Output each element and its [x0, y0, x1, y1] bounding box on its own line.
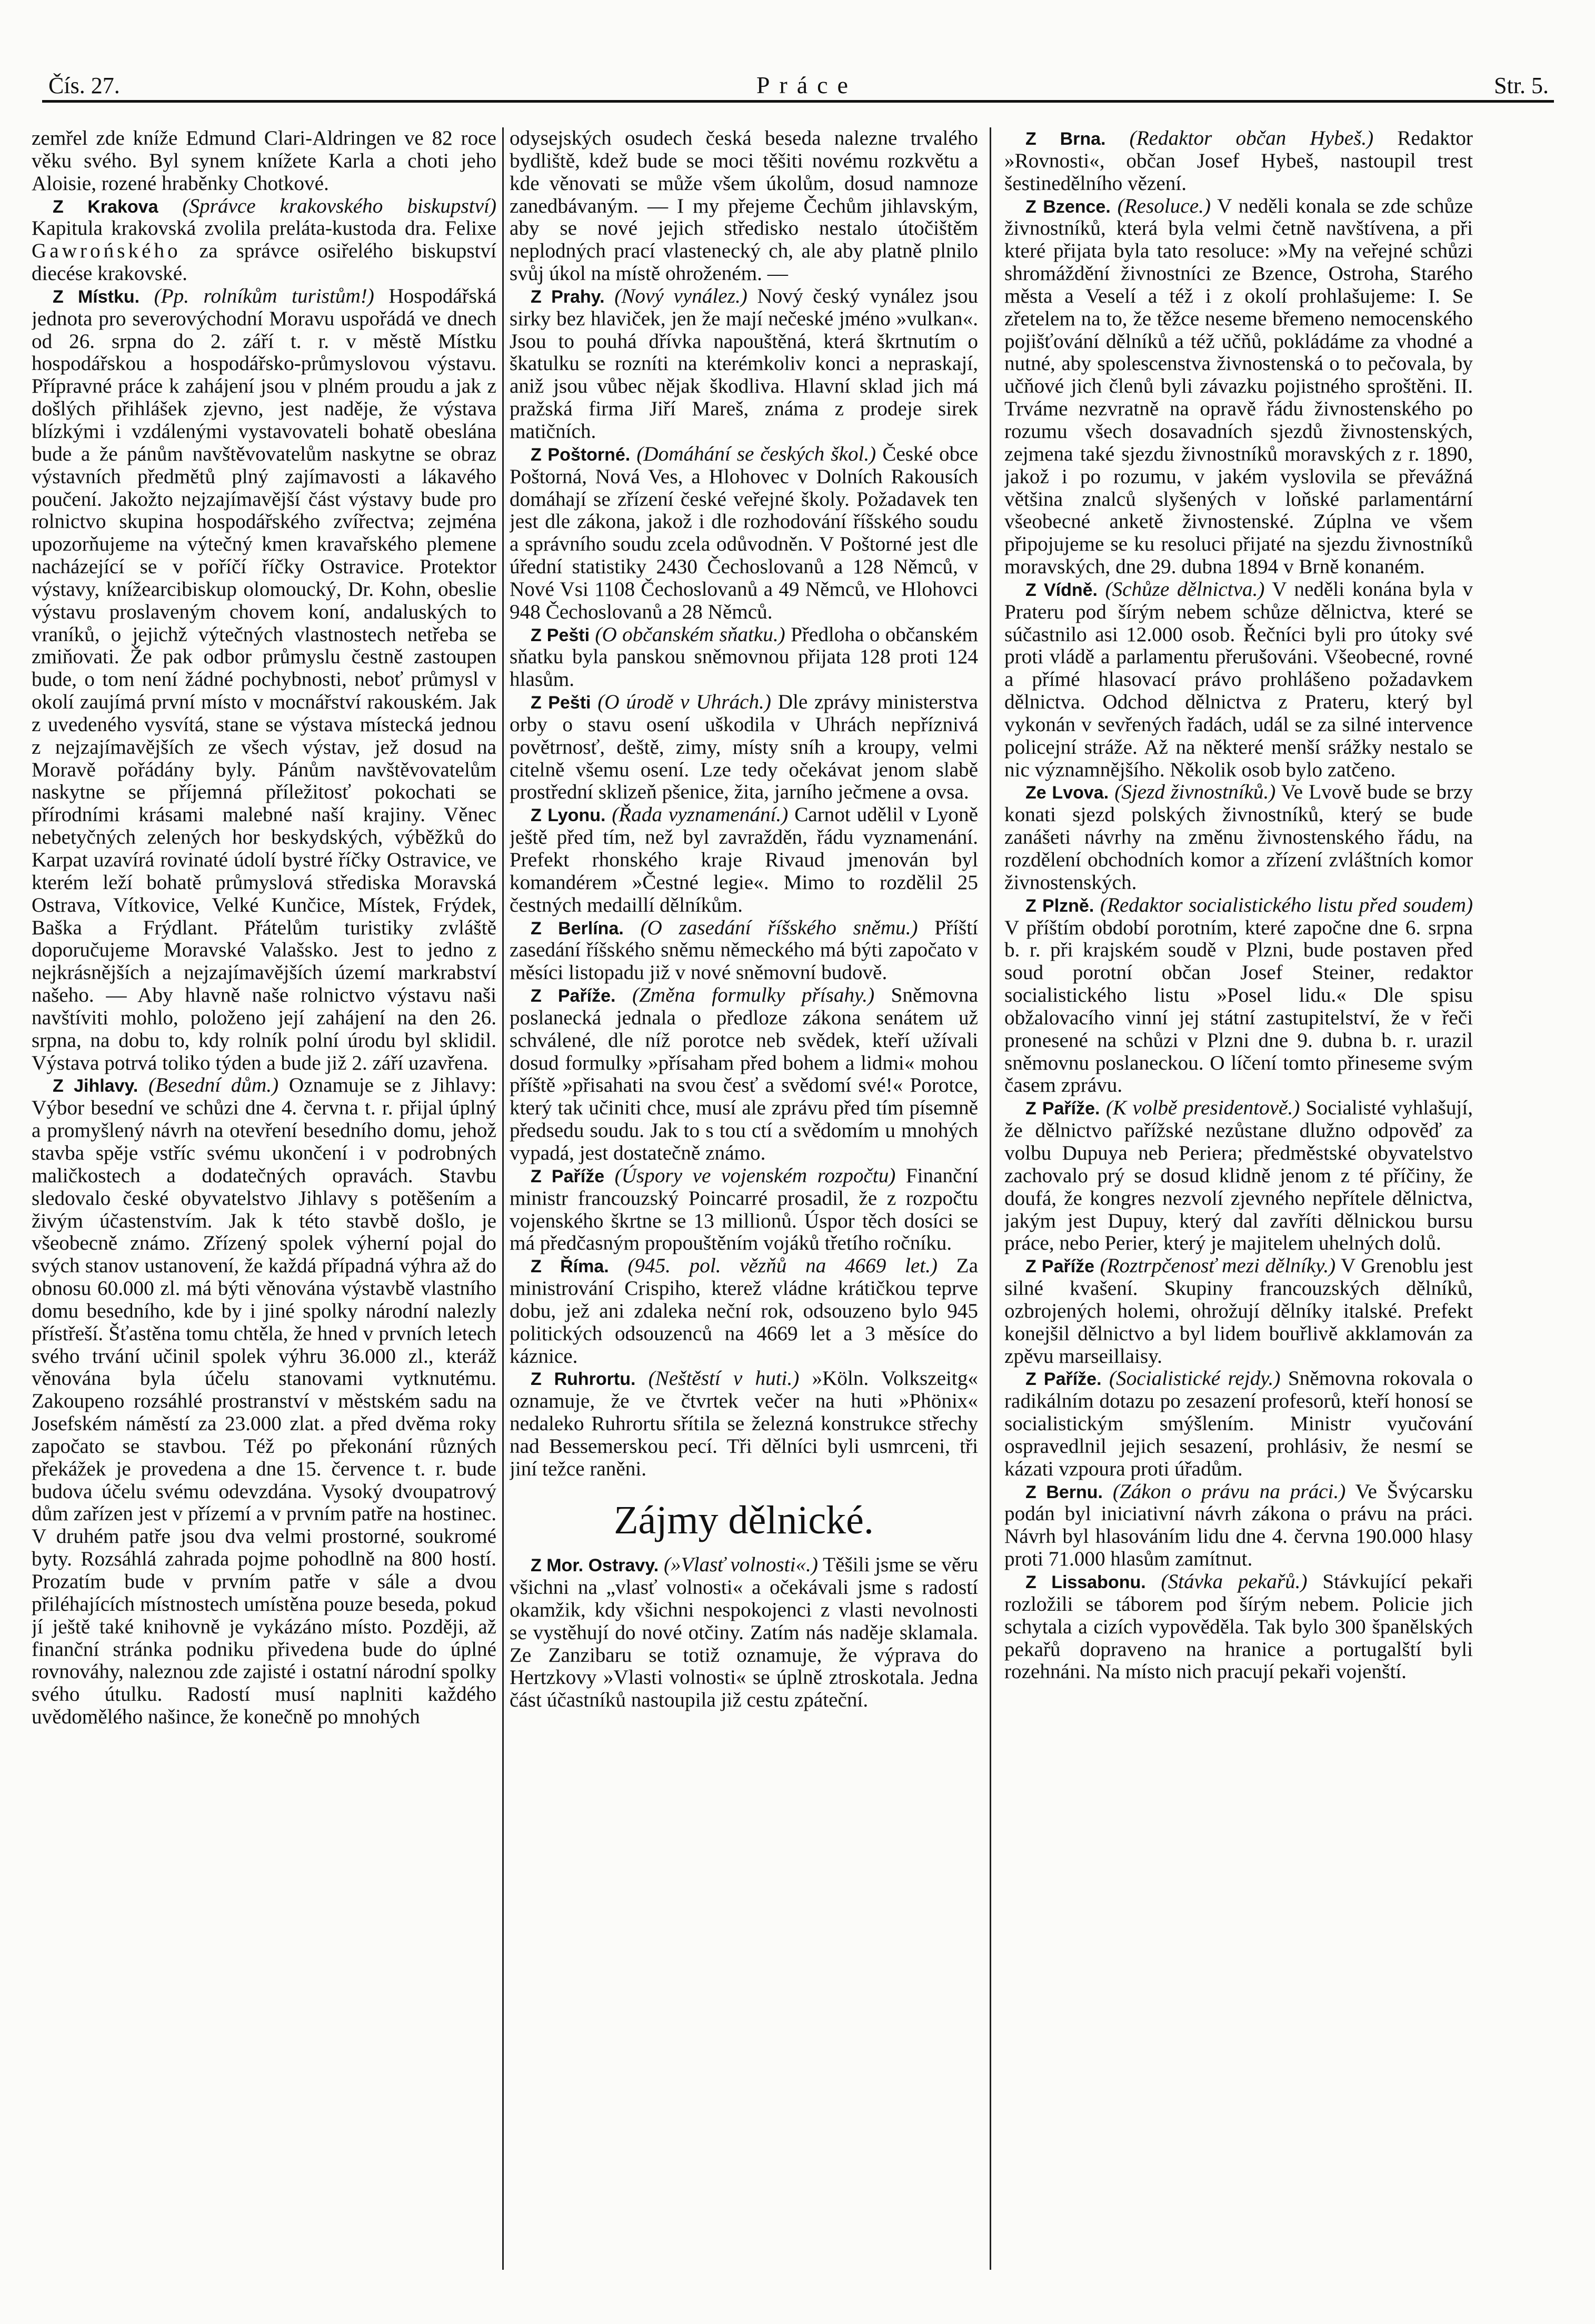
newspaper-title: Práce — [756, 72, 858, 98]
article-subtitle: (»Vlasť volnosti«.) — [663, 1553, 818, 1577]
article-text: Sněmovna rokovala o radikálním dotazu po zesazení profesorů, kteří honosí se socialistickým smýšlením. Ministr vyučování ospravedlnil jejich sesazení, prohlásiv, že nesmí se kázati vzpoura proti úřadům. — [1004, 1367, 1473, 1480]
article-subtitle: (K volbě presidentově.) — [1105, 1096, 1300, 1120]
article-heading: Z Bzence. — [1025, 196, 1111, 217]
article-text: Oznamuje se z Jihlavy: Výbor besední ve schůzi dne 4. června t. r. přijal úplný a promyšlený návrh na otevření besedního domu, jehož stavba spěje vstříc svému ukončení i v podrobných maličkostech a dodatečných opravách. Stavbu sledovalo české obyvatelstvo Jihlavy s potěšením a živým účastenstvím. Jak k této stavbě došlo, je všeobecně známo. Zřízený spolek výherní pojal do svých stanov ustanovení, že každá případná výhra až do obnosu 60.000 zl. má býti věnována výstavbě vlastního domu besedního, kde by i jiné spolky národní nalezly přístřeší. Šťastěna tomu chtěla, že hned v prvních letech svého trvání učinil spolek výhru 36.000 zl., kteráž věnována byla účelu stanovami vytknutému. Zakoupeno rozsáhlé prostranství v městském sadu na Josefském náměstí za 23.000 zlat. a před dvěma roky započato se stavbou. Též po překonání různých překážek je provedena a dne 15. července t. r. bude budova účelu svému odevzdána. Vysoký dvoupatrový dům zařízen jest v přízemí a v prvním patře na hostinec. V druhém patře jsou dva velmi prostorné, soukromé byty. Rozsáhlá zahrada pojme pohodlně na 800 hostí. Prozatím bude v prvním patře v sále a dvou přiléhajících místnostech umístěna pouze beseda, pokud jí ještě také knihovně je vykázáno místo. Později, až finanční stránka podniku přivedena bude do úplné rovnováhy, naleznou zde zajisté i ostatní národní spolky svého útulku. Radostí musí naplniti každého uvědomělého našince, že konečně po mnohých — [32, 1074, 496, 1729]
article-heading: Z Pešti — [531, 625, 590, 645]
article-text: Stávkující pekaři rozložili se táborem pod šírým nebem. Policie jich schytala a cizích vypověděla. Tak bylo 300 španělských pekařů dopraveno na hranice a portugalští byli rozehnáni. Na místo nich pracují pekaři vojenští. — [1004, 1570, 1473, 1683]
header-rule — [42, 100, 1554, 103]
article-text: za správce osiřelého biskupství diecése krakovské. — [32, 240, 496, 285]
article-subtitle: (Redaktor socialistického listu před soudem) — [1100, 893, 1473, 916]
column-divider-2 — [990, 127, 991, 2270]
article-heading: Z Prahy. — [531, 286, 605, 307]
spaced-name: Gawrońského — [32, 240, 181, 263]
article-heading: Z Berlína. — [531, 918, 624, 939]
article-text: Příští zasedání říšského sněmu německého má býti započato v měsíci listopadu již v nové sněmovní budově. — [510, 916, 978, 984]
article-text: Ve Švýcarsku podán byl iniciativní návrh zákona o právu na práci. Návrh byl hlasováním lidu dne 4. června 190.000 hlasy proti 71.000 hlasům zamítnut. — [1004, 1480, 1473, 1571]
column-divider-1 — [502, 127, 504, 2270]
article-heading: Z Bernu. — [1025, 1482, 1103, 1502]
article-subtitle: (O zasedání říšského sněmu.) — [640, 916, 918, 939]
article-text: Finanční ministr francouzský Poincarré prosadil, že z rozpočtu vojenského škrtne se 13 millionů. Úspor těch dosíci se má předčasným propouštěním vojáků třetího ročníku. — [510, 1164, 978, 1255]
article-subtitle: (945. pol. vězňů na 4669 let.) — [627, 1254, 938, 1278]
article-pariz-3 — [1004, 1097, 1473, 1255]
article-heading: Z Paříže — [1025, 1256, 1095, 1277]
article-text: Dle zprávy ministerstva orby o stavu osení uškodila v Uhrách nepříznivá povětrnosť, deště, zimy, místy sníh a kroupy, velmi citelně všemu osení. Lze tedy očekávat jenom slabě prostřední sklizeň pšenice, žita, jarního ječmene a ovsa. — [510, 691, 978, 804]
article-pariz-5 — [1004, 1368, 1473, 1480]
article-heading: Z Lissabonu. — [1025, 1572, 1146, 1592]
section-heading: Zájmy dělnické. — [614, 1498, 874, 1542]
article-heading: Z Říma. — [531, 1256, 609, 1277]
article-subtitle: (Neštěstí v huti.) — [648, 1367, 800, 1390]
article-heading: Z Lyonu. — [531, 805, 606, 826]
article-brno — [1004, 127, 1473, 195]
article-text: V neděli konána byla v Prateru pod šírým nebem schůze dělnictva, které se súčastnilo asi 12.000 osob. Řečníci byli pro útoky své proti vládě a parlamentu přerušováni. Všeobecné, rovné a přímé hlasovací právo prohlášeno požadavkem dělnictva. Odchod dělnictva z Prateru, který byl vykonán v sevřených řadách, udál se za silné intervence policejní stráže. Až na některé menší srážky nestalo se nic významnějšího. Několik osob bylo zatčeno. — [1004, 577, 1473, 781]
article-bzenec — [1004, 195, 1473, 578]
article-subtitle: (Besední dům.) — [148, 1074, 279, 1097]
article-pariz-2 — [510, 1165, 978, 1255]
article-subtitle: (Úspory ve vojenském rozpočtu) — [614, 1164, 896, 1187]
article-subtitle: (Sjezd živnostníků.) — [1114, 781, 1276, 804]
article-text: Těšili jsme se věru všichni na „vlasť volnosti« a očekávali jsme s radostí okamžik, kdy všichni nespokojenci z vlasti nevolnosti se vystěhují do nové otčiny. Zatím nás naděje sklamala. Ze Zanzibaru se totiž oznamuje, že výprava do Hertzkovy »Vlasti volnosti« se úplně ztroskotala. Jedna část účastníků nastoupila již cestu zpáteční. — [510, 1553, 978, 1712]
article-subtitle: (Pp. rolníkům turistům!) — [154, 284, 374, 307]
article-heading: Z Ruhrortu. — [531, 1369, 636, 1390]
article-subtitle: (Resoluce.) — [1117, 194, 1211, 217]
article-rim — [510, 1255, 978, 1368]
article-continuation: zemřel zde kníže Edmund Clari-Aldringen ve 82 roce věku svého. Byl synem knížete Karla a choti jeho Aloisie, rozené hraběnky Chotkové. — [32, 127, 496, 195]
article-text: V Grenoblu jest silné kvašení. Skupiny francouzských dělníků, ozbrojených holemi, ohrožují dělníky italské. Prefekt konejšil dělnictvo a byl lidem bouřlivě akklamován za zpěvu marseillaisy. — [1004, 1254, 1473, 1368]
article-text: Předloha o občanském sňatku byla panskou sněmovnou přijata 128 proti 124 hlasům. — [510, 623, 978, 691]
article-text: V příštím období porotním, které započne dne 6. srpna b. r. při krajském soudě v Plzni, bude postaven před soud porotní občan Josef Steiner, redaktor socialistického listu »Posel lidu.« Dle spisu obžalovacího vinní jej státní zastupitelství, že v řeči pronesené na schůzi v Plzni dne 9. dubna b. r. urazil sněmovnu poslaneckou. O líčení tomto přineseme svým časem zprávu. — [1004, 916, 1473, 1097]
article-text: Hospodářská jednota pro severovýchodní Moravu uspořádá ve dnech od 26. srpna do 2. září t. r. v městě Místku hospodářskou a hospodářsko-průmyslovou výstavu. Přípravné práce k zahájení jsou v plném proudu a jak z došlých přihlášek zjevno, jest naděje, že výstava blízkými i vzdálenými vystavovateli bohatě obeslána bude a že pánům navštěvovatelům naskytne se obraz výstavních předmětů plný zajímavosti a lákavého poučení. Jakožto nejzajímavější část výstavy bude pro rolnictvo skupina hospodářského zvířectva; zejména upozorňujeme na výtečný kmen kravařského plemene nacházející se v poříčí říčky Ostravice. Protektor výstavy, knížearcibiskup olomoucký, Dr. Kohn, obeslie výstavu proslaveným chovem koní, andaluských to vraníků, o jejichž výtečných vlastnostech netřeba se zmiňovati. Že pak odbor průmyslu čestně zastoupen bude, o tom není žádné pochybnosti, neboť průmysl v okolí zaujímá první místo v mocnářství rakouském. Jak z uvedeného vysvítá, stane se výstava místecká jednou z nejzajímavějších ze všech výstav, jež dosud na Moravě pořádány byly. Pánům navštěvovatelům naskytne se příjemná příležitosť pokochati se přírodními krásami malebné naší krajiny. Věnec nebetyčných zelených hor beskydských, výběžků do Karpat uzavírá rovinaté údolí bystré říčky Ostravice, ve kterém leží bohatě průmyslová střediska Moravská Ostrava, Vítkovice, Velké Kunčice, Místek, Frýdek, Baška a Frýdlant. Přátelům turistiky zvláště doporučujeme Moravské Valašsko. Jest to jedno z nejkrásnějších a nejzajímavějších území markrabství našeho. — Aby hlavně naše rolnictvo výstavu naši navštíviti mohlo, položeno její zahájení na den 26. srpna, na dobu to, kdy rolník polní úrodu byl sklidil. Výstava potrvá toliko týden a bude již 2. září uzavřena. — [32, 284, 496, 1074]
article-berlin — [510, 917, 978, 985]
article-subtitle: (Změna formulky přísahy.) — [632, 984, 875, 1007]
article-heading: Z Paříže. — [1025, 1369, 1102, 1390]
article-text: V neděli konala se zde schůze živnostníků, která byla velmi četně navštívena, a při které přijata byla tato resoluce: »My na veřejné schůzi shromáždění živnostníci ze Bzence, Ostroha, Starého města a Veselí a též i z okolí prohlašujeme: I. Se zřetelem na to, že těžce neseme břemeno nemocenského pojišťování dělníků a též učňů, pokládáme za vhodné a nutné, aby spolescenstva živnostenská o to pečovala, by učňové jich členů byli závazku pojistného sproštěni. II. Trváme nezvratně na opravě řádu živnostenského po rozumu všech dosavadních sjezdů živnostenských, zejmena také sjezdu živnostníků moravských z r. 1890, jakož i po rozumu, v jakém vyslovila se převážná většina znalců slyšených v loňské parlamentární všeobecné anketě živnostenské. Zúplna ve všem připojujeme se ku resoluci přijaté na sjezdu živnostníků moravských, dne 29. dubna 1894 v Brně konaném. — [1004, 194, 1473, 578]
article-heading: Z Brna. — [1025, 129, 1106, 149]
article-heading: Z Mor. Ostravy. — [531, 1555, 659, 1576]
article-ruhrort — [510, 1368, 978, 1480]
article-viden — [1004, 578, 1473, 782]
article-text: Kapitula krakovská zvolila preláta-kustoda dra. Felixe — [32, 217, 496, 240]
article-mistek — [32, 285, 496, 1075]
article-krakov — [32, 195, 496, 285]
article-postorna — [510, 443, 978, 624]
article-text: Ve Lvově bude se brzy konati sjezd polských živnostníků, který se bude zanášeti návrhy na změnu živnostenského řádu, na rozdělení obchodních komor a zřízení zvláštních komor živnostenských. — [1004, 781, 1473, 894]
article-continuation: odysejských osudech česká beseda nalezne trvalého bydliště, kdež bude se moci těšiti novému rozkvětu a kde věnovati se může všem úkolům, dosud namnoze zanedbávaným. — I my přejeme Čechům jihlavským, aby se nové jejich středisko nestalo útočištěm neplodných prací vlastenecký ch, ale aby platně plnilo svůj úkol na místě ohroženém. — — [510, 127, 978, 285]
article-text: Redaktor »Rovnosti«, občan Josef Hybeš, nastoupil trest šestinedělního vězení. — [1004, 127, 1473, 195]
article-jihlava — [32, 1074, 496, 1728]
page-header — [48, 67, 1549, 99]
article-subtitle: (Schůze dělnictva.) — [1105, 577, 1265, 601]
column-2 — [510, 127, 978, 2291]
article-heading: Z Paříže. — [531, 986, 616, 1006]
article-heading: Z Paříže. — [1025, 1099, 1100, 1119]
article-subtitle: (Nový vynález.) — [614, 284, 747, 307]
article-heading: Z Místku. — [53, 286, 140, 307]
article-heading: Z Jihlavy. — [53, 1076, 138, 1096]
article-plzen — [1004, 894, 1473, 1098]
article-heading: Z Paříže — [531, 1166, 605, 1186]
article-text: Nový český vynález jsou sirky bez hlaviček, jen že mají nečeské jméno »vulkan«. Jsou to pouhá dřívka napouštěná, která škrtnutím o škatulku se rozníti na kterémkoliv konci a nepraskají, aniž jsou vůbec nějak škodliva. Hlavní sklad jich má pražská firma Jiří Mareš, známa z prodeje sirek matičních. — [510, 284, 978, 443]
article-subtitle: (Domáhání se českých škol.) — [636, 442, 876, 465]
article-pariz-4 — [1004, 1255, 1473, 1368]
article-heading: Ze Lvova. — [1025, 783, 1109, 803]
page-number: Str. 5. — [1494, 73, 1549, 98]
article-heading: Z Krakova — [53, 196, 158, 217]
article-pest-2 — [510, 691, 978, 804]
article-subtitle: (O občanském sňatku.) — [595, 623, 785, 646]
article-lisabon — [1004, 1571, 1473, 1683]
article-pariz-1 — [510, 984, 978, 1165]
article-text: Carnot udělil v Lyoně ještě před tím, než byl zavražděn, řádu vyznamenání. Prefekt rhonského kraje Rivaud jmenován byl komandérem »Čestné legie«. Mimo to rozdělil 25 čestných medaillí dělníkům. — [510, 803, 978, 916]
article-subtitle: (O úrodě v Uhrách.) — [597, 691, 771, 714]
article-heading: Z Vídně. — [1025, 580, 1098, 600]
article-subtitle: (Roztrpčenosť mezi dělníky.) — [1100, 1254, 1336, 1278]
article-heading: Z Pešti — [531, 693, 591, 713]
article-text: České obce Poštorná, Nová Ves, a Hlohovec v Dolních Rakousích domáhají se zřízení české veřejné školy. Požadavek ten jest dle zákona, jakož i dle rozhodování říšského soudu a správního soudu zcela odůvodněn. V Poštorné jest dle úřední statistiky 2430 Čechoslovanů a 128 Němců, v Nové Vsi 1108 Čechoslovanů a 49 Němců, ve Hlohovci 948 Čechoslovanů a 28 Němců. — [510, 442, 978, 623]
article-pest-1 — [510, 624, 978, 692]
article-subtitle: (Socialistické rejdy.) — [1109, 1367, 1281, 1390]
article-text: Sněmovna poslanecká jednala o předloze zákona senátem už schválené, dle níž porotce neb svědek, kteří užívali dosud formulky »přísaham před bohem a lidmi« mohou příště »přisahati na svou česť a svědomí své!« Porotce, který tak učiniti chce, musí ale zprávu před tím písemně předsedu soudu. Jak to s tou ctí a svědomím u mnohých vypadá, jest dostatečně známo. — [510, 984, 978, 1164]
article-subtitle: (Správce krakovského biskupství) — [182, 194, 496, 217]
column-1 — [32, 127, 496, 2291]
article-heading: Z Plzně. — [1025, 895, 1094, 916]
article-praha — [510, 285, 978, 443]
article-lvov — [1004, 781, 1473, 894]
article-heading: Z Poštorné. — [531, 444, 631, 465]
article-bern — [1004, 1481, 1473, 1571]
column-3 — [1004, 127, 1473, 2291]
article-subtitle: (Stávka pekařů.) — [1161, 1570, 1308, 1593]
article-subtitle: (Zákon o právu na práci.) — [1112, 1480, 1346, 1503]
article-text: »Köln. Volkszeitg« oznamuje, že ve čtvrtek večer na huti »Phönix« nedaleko Ruhrortu sřítila se železná konstrukce střechy nad Bessemerskou pecí. Tři dělníci byli usmrceni, tři jiní težce raněni. — [510, 1367, 978, 1480]
article-subtitle: (Řada vyznamenání.) — [612, 803, 789, 826]
article-lyon — [510, 804, 978, 916]
article-ostrava — [510, 1554, 978, 1712]
article-text: Socialisté vyhlašují, že dělnictvo pařížské nezůstane dlužno odpověď za volbu Dupuya neb Periera; předměstské obyvatelstvo zachovalo prý se dosud klidně jenom z té příčiny, že doufá, že kongres nezvolí zjevného nepřítele dělnictva, jakým jest Dupuy, který dal zavříti dělnickou bursu práce, nebo Perier, který je majitelem uhelných dolů. — [1004, 1096, 1473, 1255]
issue-number: Čís. 27. — [48, 73, 120, 98]
article-subtitle: (Redaktor občan Hybeš.) — [1129, 127, 1374, 149]
article-text: Za ministrování Crispiho, kterež vládne krátičkou teprve dobu, jež ani zdaleka neční rok, odsouzeno bylo 945 politických odsouzenců na 4669 let a 3 měsíce do káznice. — [510, 1254, 978, 1368]
